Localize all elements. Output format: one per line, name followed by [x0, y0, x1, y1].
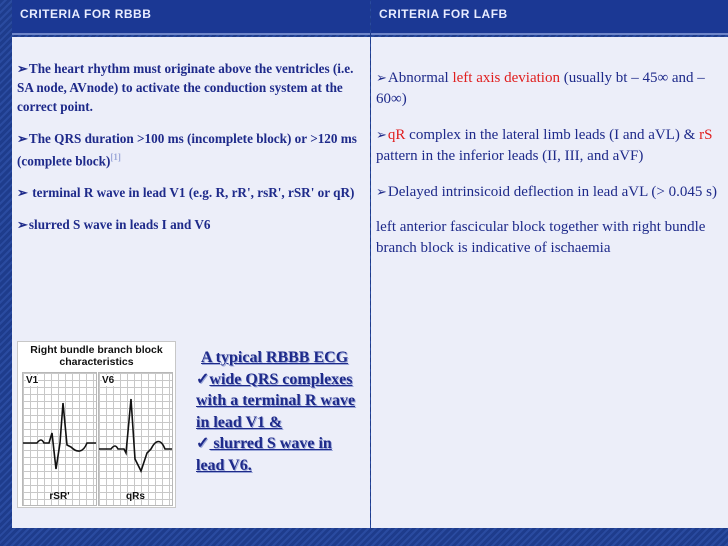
caption-title: A typical RBBB ECG — [201, 349, 349, 366]
ecg-lead-v1 — [22, 372, 97, 506]
ecg-caption — [196, 347, 364, 476]
lafb-note: left anterior fascicular block together with right bundle branch block is indicative of ischaemia — [376, 219, 706, 256]
ecg-trace-v6 — [99, 373, 172, 505]
arrow-bullet-icon: ➢ — [376, 184, 387, 199]
arrow-bullet-icon: ➢ — [17, 131, 28, 146]
rbbb-criterion-2: ➢The QRS duration >100 ms (incomplete block) or >120 ms (complete block)[1] — [17, 131, 357, 169]
caption-point-1: ✓wide QRS complexes with a terminal R wave in lead V1 & — [196, 370, 356, 431]
rbbb-panel — [12, 37, 370, 528]
rbbb-criterion-4: ➢slurred S wave in leads I and V6 — [17, 217, 211, 233]
rbbb-column — [12, 0, 370, 528]
wave-label-v1: rSR' — [49, 491, 70, 502]
lafb-criterion-1: ➢Abnormal left axis deviation (usually bt – 45∞ and –60∞) — [376, 70, 705, 107]
rbbb-criterion-1: ➢The heart rhythm must originate above the ventricles (i.e. SA node, AVnode) to activate the conduction system at the correct point. — [17, 61, 354, 114]
rbbb-criterion-3: ➢ terminal R wave in lead V1 (e.g. R, rR', rsR', rSR' or qR) — [17, 185, 355, 201]
arrow-bullet-icon: ➢ — [376, 127, 387, 142]
lafb-criteria-list — [376, 67, 721, 273]
arrow-bullet-icon: ➢ — [17, 61, 28, 76]
arrow-bullet-icon: ➢ — [17, 217, 28, 233]
lead-label-v1: V1 — [26, 375, 39, 386]
lafb-header: CRITERIA FOR LAFB — [371, 0, 728, 35]
lafb-criterion-2: ➢qR complex in the lateral limb leads (I and aVL) & rS pattern in the inferior leads (II, III, and aVF) — [376, 127, 713, 164]
lafb-panel — [371, 37, 728, 528]
arrow-bullet-icon: ➢ — [376, 70, 387, 85]
checkmark-icon: ✓ — [196, 370, 210, 388]
rbbb-header: CRITERIA FOR RBBB — [12, 0, 370, 35]
ecg-lead-v6 — [98, 372, 173, 506]
rbbb-criteria-list — [17, 59, 363, 247]
caption-point-2: ✓ slurred S wave in lead V6. — [196, 435, 332, 474]
checkmark-icon: ✓ — [196, 435, 210, 452]
lafb-column — [371, 0, 728, 528]
lead-label-v6: V6 — [102, 375, 115, 386]
arrow-bullet-icon: ➢ — [17, 185, 28, 201]
ecg-title: Right bundle branch block characteristics — [30, 344, 163, 368]
rbbb-ecg-image — [17, 341, 176, 508]
ecg-trace-v1 — [23, 373, 96, 505]
reference-marker[interactable]: [1] — [110, 152, 121, 162]
lafb-criterion-3: ➢Delayed intrinsicoid deflection in lead aVL (> 0.045 s) — [376, 184, 717, 200]
wave-label-v6: qRs — [126, 491, 145, 502]
